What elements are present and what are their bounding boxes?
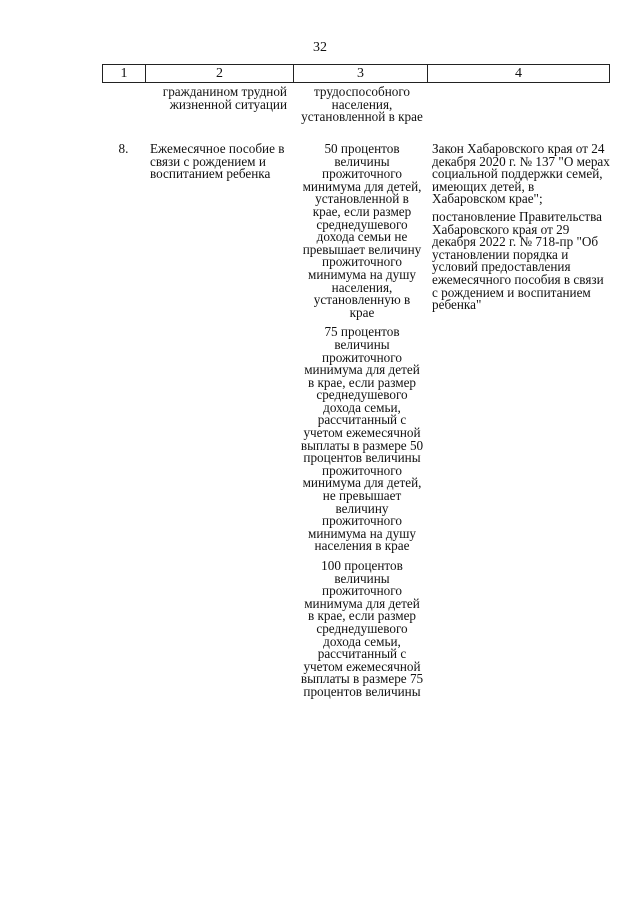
continued-cell-col3: трудоспособного населения, установленной в крае <box>301 84 423 125</box>
amount-condition-1: 50 процентов величины прожиточного минимума для детей, установленной в крае, если размер среднедушевого дохода семьи не превышает величину прожиточного минимума на душу населения, установленную в крае <box>302 141 422 320</box>
column-header-3: 3 <box>294 65 428 82</box>
table-header-row <box>102 64 610 83</box>
legal-basis-cell <box>432 143 610 312</box>
amount-condition-3: 100 процентов величины прожиточного минимума для детей в крае, если размер среднедушевого дохода семьи, рассчитанный с учетом ежемесячной выплаты в размере 75 процентов величины <box>300 558 424 699</box>
benefit-name: Ежемесячное пособие в связи с рождением и воспитанием ребенка <box>150 141 285 182</box>
continued-cell-col2: гражданином трудной жизненной ситуации <box>162 84 287 112</box>
benefit-amount-cell <box>300 143 424 699</box>
column-header-2: 2 <box>146 65 294 82</box>
page-number: 32 <box>313 40 327 55</box>
row-number: 8. <box>118 141 129 156</box>
column-header-4: 4 <box>515 66 522 81</box>
column-header-1: 1 <box>103 65 146 82</box>
legal-basis-resolution: постановление Правительства Хабаровского края от 29 декабря 2022 г. № 718-пр "Об установлении порядка и условий предоставления ежемесячного пособия в связи с рождением и воспитанием ребенка" <box>432 208 604 313</box>
legal-basis-law: Закон Хабаровского края от 24 декабря 2020 г. № 137 "О мерах социальной поддержки семей, имеющих детей, в Хабаровском крае"; <box>432 141 610 207</box>
amount-condition-2: 75 процентов величины прожиточного минимума для детей в крае, если размер среднедушевого дохода семьи, рассчитанный с учетом ежемесячной выплаты в размере 50 процентов величины прожиточного минимума для детей, не превышает величину прожиточного минимума на душу населения в крае <box>300 324 424 554</box>
